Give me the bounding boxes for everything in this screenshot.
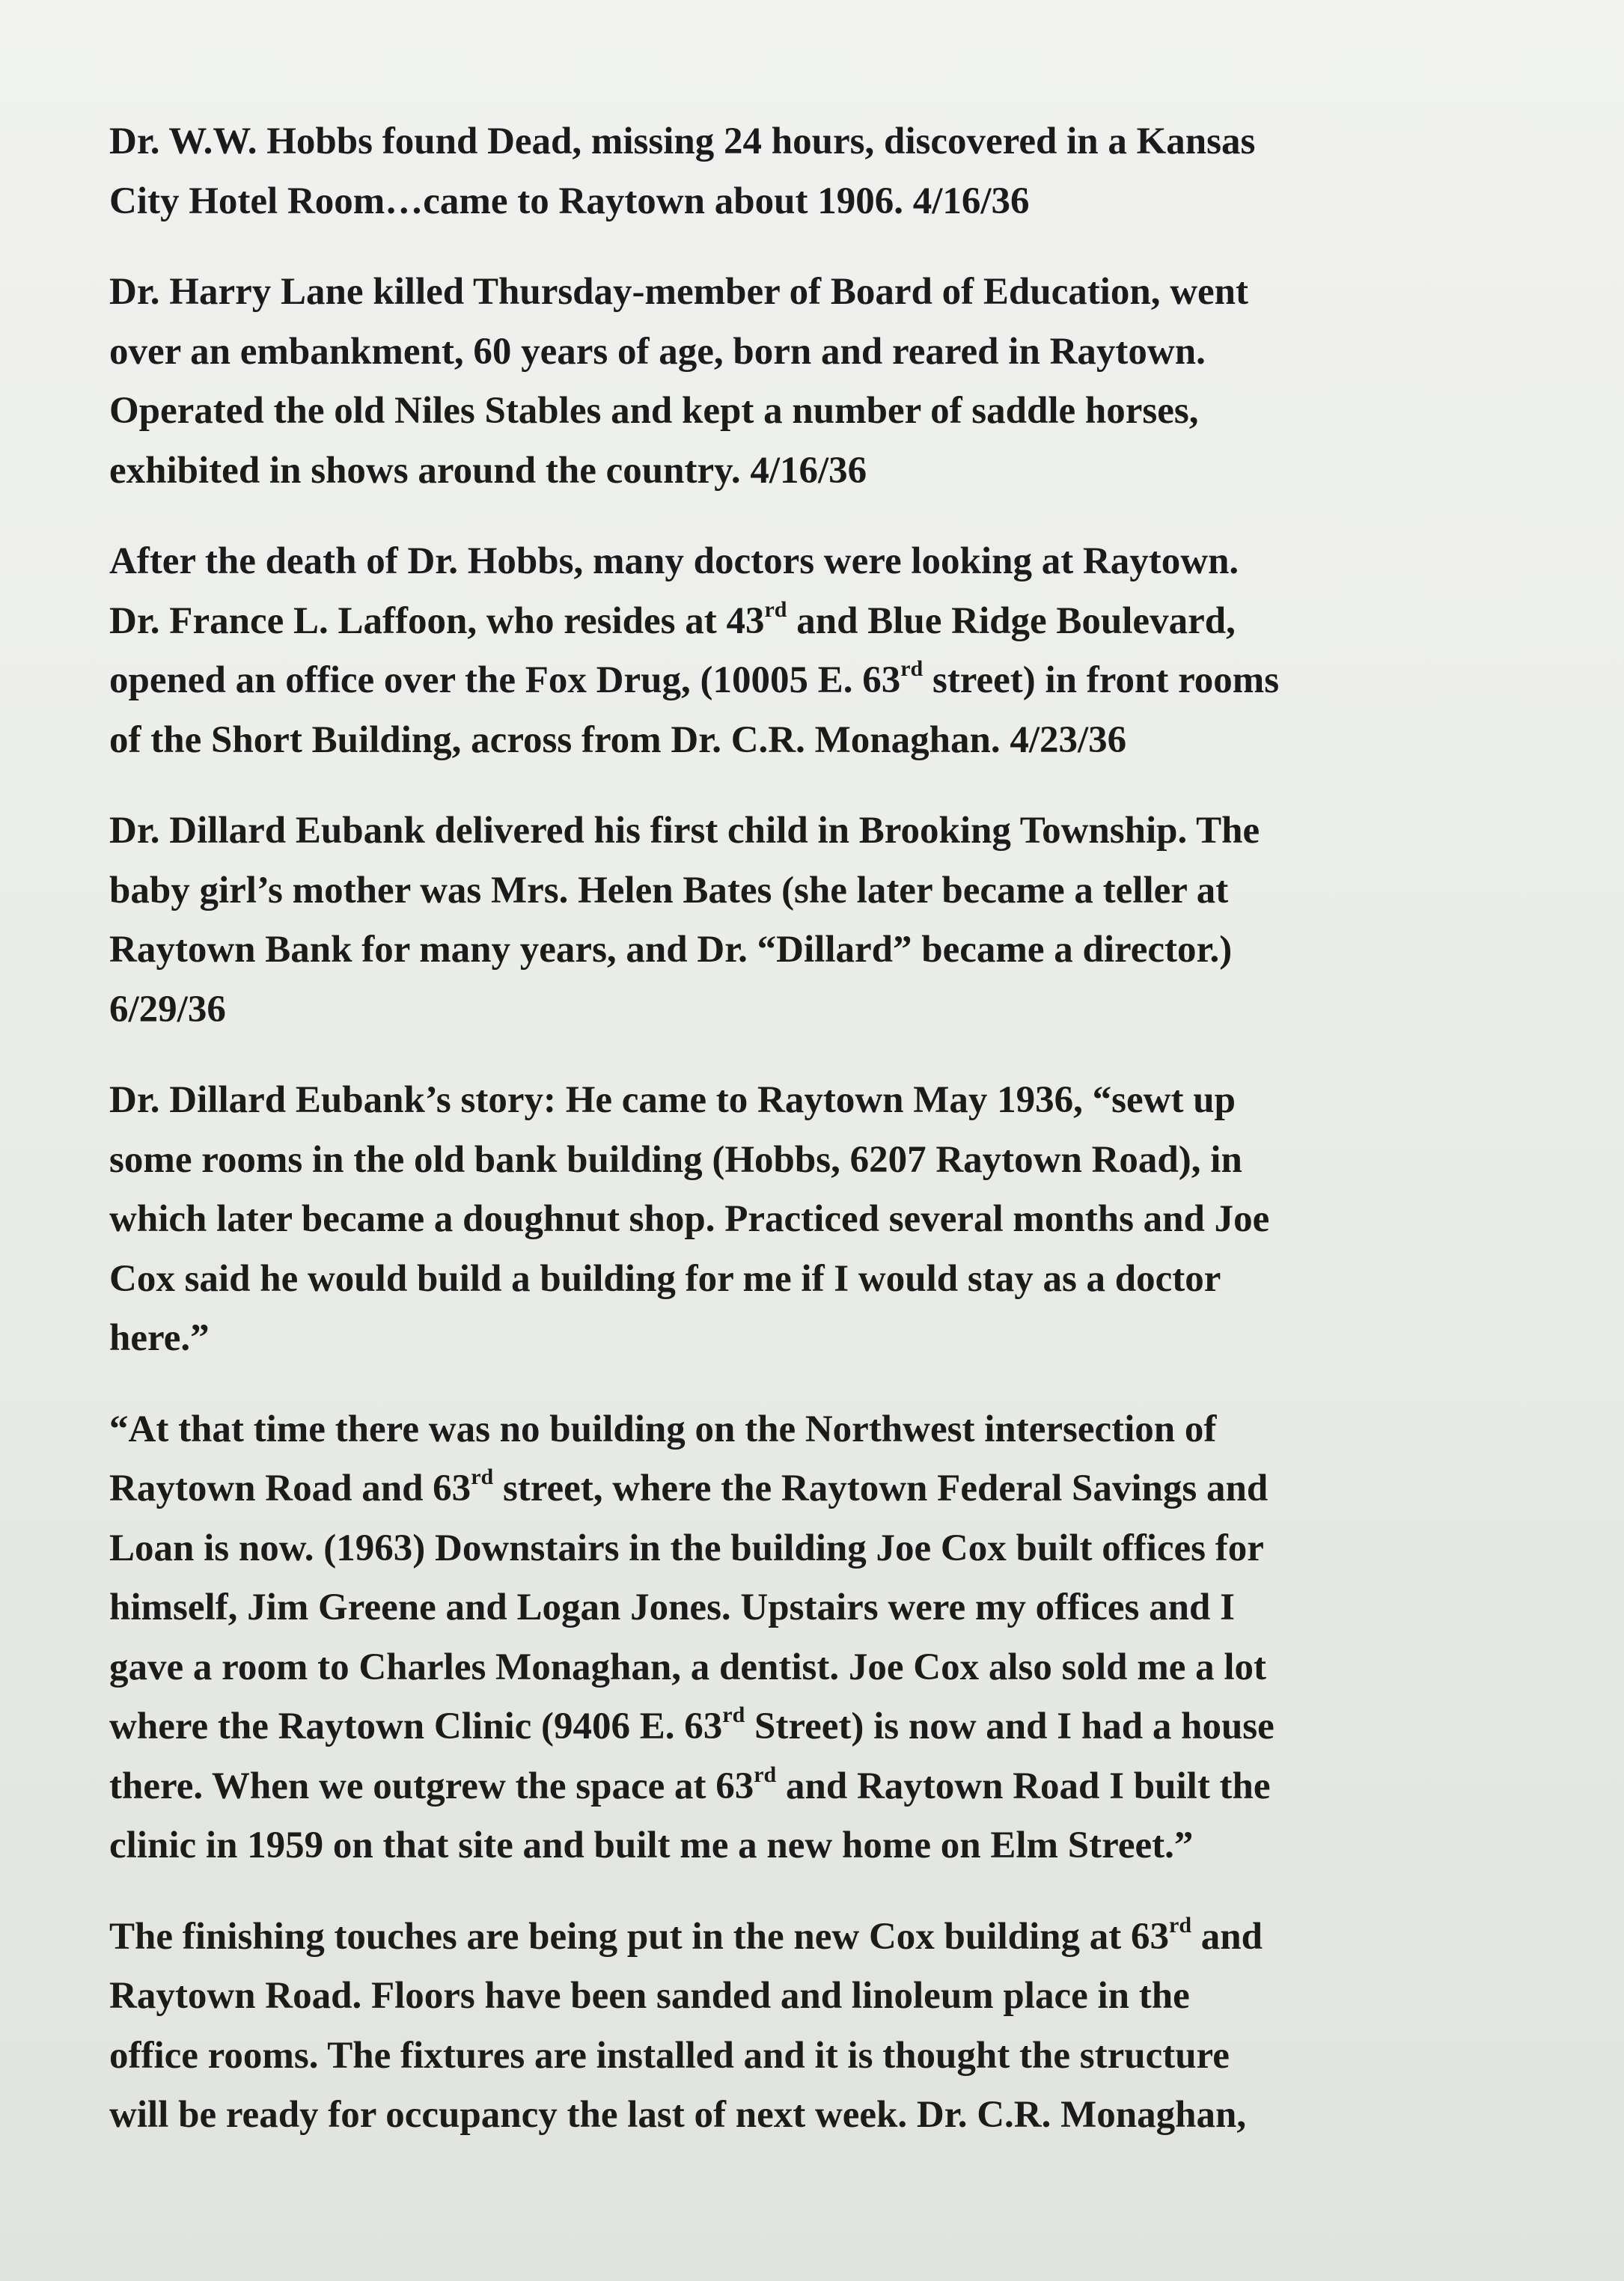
- text-segment: office rooms. The fixtures are installed and it is thought the structure: [109, 2034, 1230, 2077]
- text-line: [109, 592, 1531, 652]
- text-line: [109, 323, 1531, 382]
- text-segment: Raytown Bank for many years, and Dr. “Dillard” became a director.): [109, 929, 1233, 971]
- text-segment: which later became a doughnut shop. Practiced several months and Joe: [109, 1198, 1270, 1240]
- text-line: [109, 1816, 1531, 1876]
- text-line: [109, 1459, 1531, 1519]
- ordinal-superscript: rd: [754, 1762, 777, 1787]
- text-segment: and: [1191, 1915, 1263, 1958]
- text-line: [109, 1131, 1531, 1191]
- text-segment: Cox said he would build a building for me if I would stay as a doctor: [109, 1257, 1221, 1300]
- text-segment: “At that time there was no building on the Northwest intersection of: [109, 1408, 1217, 1450]
- text-segment: of the Short Building, across from Dr. C.R. Monaghan. 4/23/36: [109, 718, 1127, 761]
- text-line: [109, 920, 1531, 980]
- text-line: [109, 711, 1531, 771]
- text-segment: here.”: [109, 1317, 210, 1359]
- text-segment: and Raytown Road I built the: [776, 1765, 1271, 1807]
- text-segment: there. When we outgrew the space at 63: [109, 1765, 754, 1807]
- text-segment: City Hotel Room…came to Raytown about 1906. 4/16/36: [109, 180, 1030, 222]
- text-line: [109, 2027, 1531, 2086]
- ordinal-superscript: rd: [722, 1703, 745, 1727]
- paragraph: [109, 1908, 1531, 2146]
- text-line: [109, 1250, 1531, 1310]
- ordinal-superscript: rd: [764, 596, 787, 622]
- text-line: [109, 1638, 1531, 1698]
- text-line: [109, 1190, 1531, 1250]
- text-segment: Street) is now and I had a house: [745, 1706, 1275, 1747]
- text-segment: street, where the Raytown Federal Savings and: [493, 1468, 1269, 1509]
- text-segment: 6/29/36: [109, 988, 226, 1030]
- paragraph: [109, 1400, 1531, 1876]
- text-segment: and Blue Ridge Boulevard,: [787, 599, 1236, 642]
- text-line: [109, 1519, 1531, 1579]
- text-segment: some rooms in the old bank building (Hobbs, 6207 Raytown Road), in: [109, 1138, 1242, 1181]
- text-line: [109, 1071, 1531, 1131]
- text-segment: gave a room to Charles Monaghan, a dentist. Joe Cox also sold me a lot: [109, 1646, 1267, 1688]
- text-segment: Dr. Harry Lane killed Thursday-member of Board of Education, went: [109, 271, 1249, 313]
- text-line: [109, 382, 1531, 442]
- text-segment: Dr. Dillard Eubank delivered his first child in Brooking Township. The: [109, 810, 1260, 852]
- text-segment: street) in front rooms: [923, 659, 1280, 701]
- text-segment: After the death of Dr. Hobbs, many doctors were looking at Raytown.: [109, 540, 1239, 582]
- text-line: [109, 801, 1531, 861]
- text-line: [109, 112, 1531, 172]
- text-line: [109, 263, 1531, 323]
- paragraph: [109, 112, 1531, 231]
- text-segment: Dr. France L. Laffoon, who resides at 43: [109, 599, 765, 642]
- paragraph: [109, 263, 1531, 501]
- ordinal-superscript: rd: [1169, 1912, 1191, 1938]
- text-line: [109, 442, 1531, 501]
- text-segment: will be ready for occupancy the last of next week. Dr. C.R. Monaghan,: [109, 2094, 1247, 2136]
- text-segment: over an embankment, 60 years of age, born and reared in Raytown.: [109, 330, 1206, 373]
- ordinal-superscript: rd: [900, 656, 924, 681]
- text-line: [109, 1967, 1531, 2027]
- paragraph: [109, 801, 1531, 1039]
- text-line: [109, 1400, 1531, 1460]
- text-segment: Operated the old Niles Stables and kept a number of saddle horses,: [109, 390, 1199, 432]
- text-segment: Loan is now. (1963) Downstairs in the building Joe Cox built offices for: [109, 1527, 1264, 1569]
- text-line: [109, 1697, 1531, 1757]
- text-segment: Raytown Road. Floors have been sanded and linoleum place in the: [109, 1975, 1190, 2017]
- text-line: [109, 1309, 1531, 1369]
- text-line: [109, 861, 1531, 921]
- text-line: [109, 532, 1531, 592]
- text-line: [109, 1757, 1531, 1817]
- text-segment: where the Raytown Clinic (9406 E. 63: [109, 1706, 723, 1747]
- text-segment: exhibited in shows around the country. 4/16/36: [109, 449, 867, 492]
- text-segment: Dr. Dillard Eubank’s story: He came to Raytown May 1936, “sewt up: [109, 1079, 1236, 1121]
- text-segment: baby girl’s mother was Mrs. Helen Bates (she later became a teller at: [109, 869, 1229, 912]
- text-segment: The finishing touches are being put in the new Cox building at 63: [109, 1915, 1169, 1958]
- text-segment: Dr. W.W. Hobbs found Dead, missing 24 hours, discovered in a Kansas: [109, 120, 1256, 162]
- text-line: [109, 980, 1531, 1040]
- text-line: [109, 1578, 1531, 1638]
- paragraph: [109, 532, 1531, 770]
- text-segment: opened an office over the Fox Drug, (10005 E. 63: [109, 659, 901, 701]
- text-segment: clinic in 1959 on that site and built me a new home on Elm Street.”: [109, 1825, 1194, 1866]
- ordinal-superscript: rd: [471, 1465, 494, 1489]
- text-segment: himself, Jim Greene and Logan Jones. Upstairs were my offices and I: [109, 1587, 1235, 1628]
- text-line: [109, 2086, 1531, 2146]
- document-body: [109, 112, 1531, 2177]
- paragraph: [109, 1071, 1531, 1369]
- text-line: [109, 651, 1531, 711]
- text-segment: Raytown Road and 63: [109, 1468, 471, 1509]
- text-line: [109, 172, 1531, 232]
- text-line: [109, 1908, 1531, 1967]
